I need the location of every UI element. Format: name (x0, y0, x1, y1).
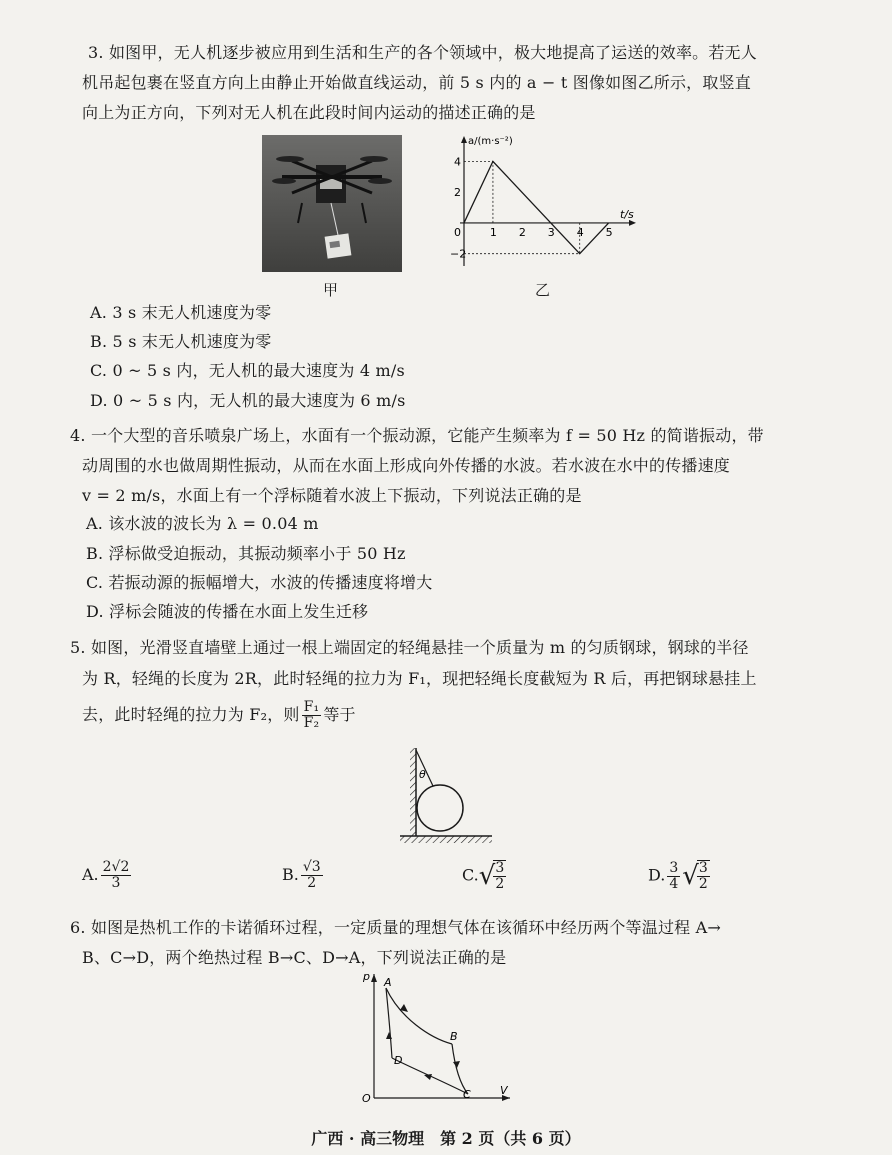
acceleration-series-line (464, 161, 609, 253)
q3-stem-line-3: 向上为正方向，下列对无人机在此段时间内运动的描述正确的是 (82, 103, 536, 122)
q3-option-a: A. 3 s 末无人机速度为零 (90, 303, 272, 322)
option-d-numerator: 3 (698, 860, 708, 876)
q6-stem-line-1: 6. 如图是热机工作的卡诺循环过程，一定质量的理想气体在该循环中经历两个等温过程 A→ (70, 918, 721, 937)
q5-option-a (82, 860, 133, 891)
q5-stem-line-3 (82, 700, 356, 731)
y-tick-label: 4 (454, 155, 461, 169)
q3-stem-line-2: 机吊起包裹在竖直方向上由静止开始做直线运动，前 5 s 内的 a − t 图像如图乙所示，取竖直 (82, 73, 751, 92)
q4-option-d: D. 浮标会随波的传播在水面上发生迁移 (86, 602, 369, 621)
adiabat-b-c (452, 1044, 468, 1094)
theta-label: θ (419, 768, 426, 781)
wall-hatching (410, 748, 416, 836)
point-b-label: B (450, 1030, 458, 1043)
option-c-fraction (493, 860, 506, 892)
y-tick-label: −2 (450, 247, 467, 261)
option-c-denominator: 2 (495, 876, 505, 892)
drone-photo (262, 135, 402, 272)
origin-o-label: O (362, 1092, 371, 1105)
carnot-pv-diagram (360, 968, 520, 1108)
q3-option-c: C. 0 ~ 5 s 内，无人机的最大速度为 4 m/s (90, 361, 405, 380)
p-axis-label: p (363, 970, 370, 983)
option-d-coef-denominator: 4 (669, 875, 679, 892)
q3-stem-line-1: 3. 如图甲，无人机逐步被应用到生活和生产的各个领域中，极大地提高了运送的效率。若无人 (88, 43, 757, 62)
isotherm-a-b (386, 988, 452, 1044)
q4-stem-line-1: 4. 一个大型的音乐喷泉广场上，水面有一个振动源，它能产生频率为 f = 50 Hz 的简谐振动，带 (70, 426, 764, 445)
q4-option-b: B. 浮标做受迫振动，其振动频率小于 50 Hz (86, 544, 406, 563)
a-t-graph (440, 132, 640, 272)
option-b-denominator: 2 (307, 875, 317, 891)
q5-option-c (462, 860, 508, 892)
arrow-b-c-icon (453, 1061, 460, 1068)
y-axis-arrow (461, 136, 467, 143)
x-tick-label: 5 (605, 225, 613, 239)
option-d-denominator: 2 (698, 876, 708, 892)
q5-option-d (648, 860, 712, 892)
option-a-label: A. (82, 865, 99, 884)
option-d-coefficient (667, 861, 680, 892)
arrow-d-a-icon (386, 1032, 392, 1039)
steel-ball (417, 785, 463, 831)
option-a-denominator: 3 (111, 875, 121, 891)
force-ratio-fraction (302, 700, 322, 731)
option-d-fraction (697, 860, 710, 892)
q5-line3-after: 等于 (323, 705, 356, 724)
option-c-numerator: 3 (495, 860, 505, 876)
x-tick-label: 4 (576, 225, 584, 239)
point-c-label: C (463, 1088, 471, 1101)
option-a-numerator: 2√2 (102, 859, 130, 875)
caption-yi: 乙 (535, 281, 551, 299)
q5-line3-before: 去，此时轻绳的拉力为 F₂，则 (82, 705, 300, 724)
option-b-numerator: √3 (302, 859, 321, 875)
option-c-label: C. (462, 865, 479, 885)
wall-sphere-diagram (392, 742, 502, 850)
fraction-denominator: F₂ (303, 715, 320, 731)
origin-label: 0 (454, 225, 461, 239)
q4-stem-line-2: 动周围的水也做周期性振动，从而在水面上形成向外传播的水波。若水波在水中的传播速度 (82, 456, 731, 475)
q3-option-b: B. 5 s 末无人机速度为零 (90, 332, 272, 351)
q4-option-a: A. 该水波的波长为 λ = 0.04 m (86, 514, 319, 533)
point-a-label: A (384, 976, 392, 989)
y-axis-label: a/(m·s⁻²) (468, 136, 513, 147)
q6-stem-line-2: B、C→D，两个绝热过程 B→C、D→A，下列说法正确的是 (82, 948, 507, 967)
option-b-fraction (301, 860, 323, 891)
caption-jia: 甲 (323, 281, 339, 299)
v-axis-label: V (500, 1084, 508, 1097)
page-footer: 广西 · 高三物理 第 2 页（共 6 页） (311, 1129, 581, 1148)
q3-option-d: D. 0 ~ 5 s 内，无人机的最大速度为 6 m/s (90, 391, 406, 410)
option-b-label: B. (282, 865, 299, 884)
x-axis-label: t/s (620, 207, 634, 221)
q5-option-b (282, 860, 325, 891)
option-d-coef-numerator: 3 (669, 859, 679, 876)
point-d-label: D (394, 1054, 403, 1067)
x-tick-label: 1 (489, 225, 497, 239)
q4-option-c: C. 若振动源的振幅增大，水波的传播速度将增大 (86, 573, 433, 592)
sqrt-sign-icon: √ (478, 861, 496, 891)
option-a-fraction (101, 860, 132, 891)
arrow-c-d-icon (424, 1074, 432, 1080)
option-d-label: D. (648, 865, 666, 885)
y-tick-label: 2 (454, 186, 461, 200)
fraction-numerator: F₁ (303, 699, 320, 715)
x-tick-label: 2 (518, 225, 526, 239)
p-axis-arrow (371, 974, 377, 982)
q5-stem-line-1: 5. 如图，光滑竖直墙壁上通过一根上端固定的轻绳悬挂一个质量为 m 的匀质钢球，钢球的半径 (70, 638, 749, 657)
q5-stem-line-2: 为 R，轻绳的长度为 2R，此时轻绳的拉力为 F₁，现把轻绳长度截短为 R 后，再把钢球悬挂上 (82, 669, 757, 688)
floor-hatching (400, 836, 492, 843)
x-tick-label: 3 (547, 225, 555, 239)
sqrt-sign-icon: √ (682, 861, 699, 891)
q4-stem-line-3: v = 2 m/s，水面上有一个浮标随着水波上下振动，下列说法正确的是 (82, 486, 582, 505)
